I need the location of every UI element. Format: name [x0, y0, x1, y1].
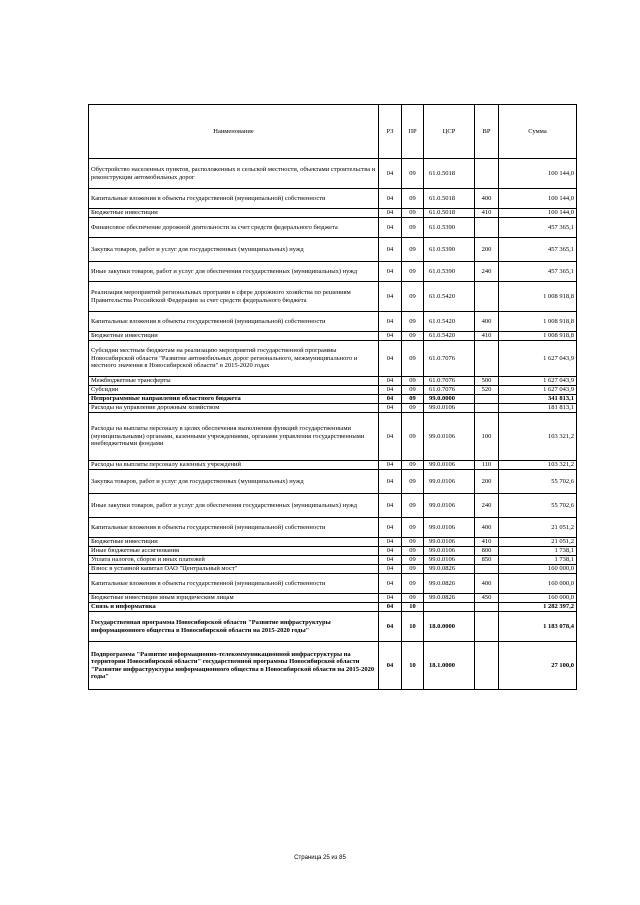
row-name: Связь и информатика — [89, 603, 379, 612]
row-rz: 04 — [379, 556, 402, 565]
row-csr: 61.0.5018 — [424, 189, 475, 209]
row-pr: 09 — [402, 189, 424, 209]
row-sum: 21 051,2 — [499, 538, 577, 547]
row-vr: 800 — [475, 547, 499, 556]
row-vr — [475, 603, 499, 612]
row-vr: 520 — [475, 386, 499, 395]
row-csr: 61.0.5390 — [424, 218, 475, 238]
page-number: Страница 25 из 85 — [294, 855, 346, 861]
row-vr: 200 — [475, 470, 499, 494]
row-vr: 240 — [475, 262, 499, 282]
row-sum: 160 000,0 — [499, 565, 577, 574]
row-sum: 1 738,1 — [499, 547, 577, 556]
row-name: Подпрограмма "Развитие информационно-телекоммуникационной инфраструктуры на территории Новосибирской области" государственной программы Новосибирской области "Развитие инфраструктуры информационного общества в Новосибирской области на 2015-2020 годы" — [89, 642, 379, 690]
row-pr: 09 — [402, 556, 424, 565]
row-rz: 04 — [379, 262, 402, 282]
row-rz: 04 — [379, 218, 402, 238]
table-row — [89, 594, 577, 603]
row-pr: 09 — [402, 461, 424, 470]
row-name: Финансовое обеспечение дорожной деятельности за счет средств федерального бюджета — [89, 218, 379, 238]
row-name: Иные закупки товаров, работ и услуг для обеспечения государственных (муниципальных) нужд — [89, 494, 379, 518]
row-vr: 410 — [475, 538, 499, 547]
row-sum: 27 100,0 — [499, 642, 577, 690]
row-name: Капитальные вложения в объекты государственной (муниципальной) собственности — [89, 312, 379, 332]
row-rz: 04 — [379, 642, 402, 690]
row-csr: 61.0.5420 — [424, 312, 475, 332]
row-sum: 1 627 043,9 — [499, 386, 577, 395]
row-sum: 160 000,0 — [499, 594, 577, 603]
row-rz: 04 — [379, 238, 402, 262]
row-pr: 09 — [402, 404, 424, 413]
header-rz: РЗ — [379, 105, 402, 159]
header-vr: ВР — [475, 105, 499, 159]
row-csr: 99.0.0106 — [424, 547, 475, 556]
row-sum: 457 365,1 — [499, 218, 577, 238]
row-name: Бюджетные инвестиции иным юридическим лицам — [89, 594, 379, 603]
row-vr: 850 — [475, 556, 499, 565]
row-vr — [475, 404, 499, 413]
row-rz: 04 — [379, 404, 402, 413]
row-rz: 04 — [379, 603, 402, 612]
table-header — [89, 105, 577, 159]
table-row — [89, 518, 577, 538]
table-row — [89, 470, 577, 494]
row-csr: 61.0.7076 — [424, 341, 475, 377]
row-csr: 99.0.0106 — [424, 494, 475, 518]
row-csr: 99.0.0106 — [424, 556, 475, 565]
row-pr: 09 — [402, 159, 424, 189]
row-vr: 400 — [475, 189, 499, 209]
table-row — [89, 159, 577, 189]
row-pr: 09 — [402, 547, 424, 556]
row-name: Капитальные вложения в объекты государственной (муниципальной) собственности — [89, 189, 379, 209]
row-rz: 04 — [379, 612, 402, 642]
row-sum: 21 051,2 — [499, 518, 577, 538]
row-name: Закупка товаров, работ и услуг для государственных (муниципальных) нужд — [89, 238, 379, 262]
row-sum: 457 365,1 — [499, 262, 577, 282]
row-rz: 04 — [379, 282, 402, 312]
row-name: Взнос в уставной капитал ОАО "Центральный мост" — [89, 565, 379, 574]
row-name: Уплата налогов, сборов и иных платежей — [89, 556, 379, 565]
row-csr: 99.0.0826 — [424, 594, 475, 603]
row-csr: 99.0.0106 — [424, 538, 475, 547]
row-rz: 04 — [379, 594, 402, 603]
table-row — [89, 312, 577, 332]
row-csr: 61.0.5018 — [424, 159, 475, 189]
table-row — [89, 377, 577, 386]
row-vr — [475, 612, 499, 642]
table-row — [89, 556, 577, 565]
row-pr: 09 — [402, 262, 424, 282]
header-sum: Сумма — [499, 105, 577, 159]
row-sum: 1 282 397,2 — [499, 603, 577, 612]
header-name: Наименование — [89, 105, 379, 159]
row-vr — [475, 395, 499, 404]
row-pr: 09 — [402, 386, 424, 395]
row-csr: 61.0.5420 — [424, 282, 475, 312]
table-row — [89, 494, 577, 518]
row-csr: 99.0.0106 — [424, 518, 475, 538]
row-pr: 09 — [402, 332, 424, 341]
row-vr — [475, 642, 499, 690]
row-csr: 99.0.0106 — [424, 470, 475, 494]
row-pr: 09 — [402, 395, 424, 404]
row-name: Расходы на выплаты персоналу казенных учреждений — [89, 461, 379, 470]
row-rz: 04 — [379, 413, 402, 461]
row-csr: 99.0.0106 — [424, 461, 475, 470]
row-vr: 450 — [475, 594, 499, 603]
row-name: Бюджетные инвестиции — [89, 332, 379, 341]
row-name: Расходы на управление дорожным хозяйством — [89, 404, 379, 413]
row-rz: 04 — [379, 574, 402, 594]
row-vr: 240 — [475, 494, 499, 518]
row-csr: 61.0.5018 — [424, 209, 475, 218]
row-pr: 09 — [402, 565, 424, 574]
row-name: Непрограммные направления областного бюджета — [89, 395, 379, 404]
table-row — [89, 189, 577, 209]
table-row — [89, 413, 577, 461]
row-vr: 400 — [475, 312, 499, 332]
row-rz: 04 — [379, 312, 402, 332]
row-name: Обустройство населенных пунктов, расположенных в сельской местности, объектами строительства и реконструкции автомобильных дорог — [89, 159, 379, 189]
row-csr: 61.0.7076 — [424, 377, 475, 386]
row-pr: 09 — [402, 574, 424, 594]
row-pr: 09 — [402, 341, 424, 377]
row-pr: 10 — [402, 612, 424, 642]
table-row — [89, 642, 577, 690]
row-name: Расходы на выплаты персоналу в целях обеспечения выполнения функций государственными (муниципальными) органами, казенными учреждениями, органами управления государственными внебюджетными фондами — [89, 413, 379, 461]
row-csr: 61.0.7076 — [424, 386, 475, 395]
row-sum: 1 008 918,8 — [499, 312, 577, 332]
row-csr: 99.0.0826 — [424, 574, 475, 594]
row-sum: 1 738,1 — [499, 556, 577, 565]
row-csr: 99.0.0000 — [424, 395, 475, 404]
row-rz: 04 — [379, 494, 402, 518]
row-rz: 04 — [379, 377, 402, 386]
row-name: Иные бюджетные ассигнования — [89, 547, 379, 556]
row-rz: 04 — [379, 518, 402, 538]
row-pr: 09 — [402, 209, 424, 218]
header-pr: ПР — [402, 105, 424, 159]
row-sum: 1 008 918,8 — [499, 332, 577, 341]
table-row — [89, 404, 577, 413]
row-name: Бюджетные инвестиции — [89, 209, 379, 218]
table-row — [89, 574, 577, 594]
table-row — [89, 612, 577, 642]
row-pr: 10 — [402, 603, 424, 612]
row-pr: 09 — [402, 470, 424, 494]
row-vr: 200 — [475, 238, 499, 262]
row-sum: 103 321,2 — [499, 413, 577, 461]
table-row — [89, 341, 577, 377]
row-rz: 04 — [379, 565, 402, 574]
row-sum: 103 321,2 — [499, 461, 577, 470]
row-rz: 04 — [379, 461, 402, 470]
row-sum: 181 813,1 — [499, 404, 577, 413]
row-name: Реализация мероприятий региональных программ в сфере дорожного хозяйства по решениям Правительства Российской Федерации за счет средств федерального бюджета — [89, 282, 379, 312]
row-sum: 100 144,0 — [499, 159, 577, 189]
row-sum: 341 813,1 — [499, 395, 577, 404]
table-row — [89, 218, 577, 238]
row-pr: 09 — [402, 413, 424, 461]
row-rz: 04 — [379, 547, 402, 556]
row-pr: 09 — [402, 594, 424, 603]
table-row — [89, 461, 577, 470]
row-vr — [475, 218, 499, 238]
row-sum: 1 183 078,4 — [499, 612, 577, 642]
row-vr: 410 — [475, 209, 499, 218]
row-sum: 100 144,0 — [499, 189, 577, 209]
row-pr: 09 — [402, 238, 424, 262]
row-pr: 09 — [402, 538, 424, 547]
table-row — [89, 262, 577, 282]
table-row — [89, 603, 577, 612]
table-row — [89, 395, 577, 404]
row-sum: 55 702,6 — [499, 470, 577, 494]
table-row — [89, 282, 577, 312]
table-row — [89, 538, 577, 547]
row-vr — [475, 159, 499, 189]
row-rz: 04 — [379, 538, 402, 547]
row-csr: 18.0.0000 — [424, 612, 475, 642]
row-rz: 04 — [379, 395, 402, 404]
row-pr: 09 — [402, 377, 424, 386]
header-csr: ЦСР — [424, 105, 475, 159]
row-name: Субсидии местным бюджетам на реализацию мероприятий государственной программы Новосибирской области "Развитие автомобильных дорог регионального, межмуниципального и местного значения в Новосибирской области" в 2015-2020 годах — [89, 341, 379, 377]
table-body — [89, 159, 577, 690]
row-vr: 500 — [475, 377, 499, 386]
row-pr: 09 — [402, 518, 424, 538]
table-row — [89, 565, 577, 574]
row-rz: 04 — [379, 189, 402, 209]
row-rz: 04 — [379, 209, 402, 218]
row-sum: 457 365,1 — [499, 238, 577, 262]
row-sum: 100 144,0 — [499, 209, 577, 218]
row-csr — [424, 603, 475, 612]
row-rz: 04 — [379, 332, 402, 341]
budget-table — [88, 104, 577, 690]
table-row — [89, 238, 577, 262]
row-name: Иные закупки товаров, работ и услуг для обеспечения государственных (муниципальных) нужд — [89, 262, 379, 282]
row-name: Капитальные вложения в объекты государственной (муниципальной) собственности — [89, 574, 379, 594]
row-name: Капитальные вложения в объекты государственной (муниципальной) собственности — [89, 518, 379, 538]
row-name: Межбюджетные трансферты — [89, 377, 379, 386]
row-vr — [475, 341, 499, 377]
row-pr: 10 — [402, 642, 424, 690]
row-vr: 400 — [475, 574, 499, 594]
table-row — [89, 386, 577, 395]
row-csr: 61.0.5420 — [424, 332, 475, 341]
row-csr: 61.0.5390 — [424, 262, 475, 282]
row-vr: 400 — [475, 518, 499, 538]
row-pr: 09 — [402, 494, 424, 518]
row-csr: 18.1.0000 — [424, 642, 475, 690]
row-sum: 160 000,0 — [499, 574, 577, 594]
row-sum: 55 702,6 — [499, 494, 577, 518]
row-pr: 09 — [402, 312, 424, 332]
table-row — [89, 547, 577, 556]
row-rz: 04 — [379, 341, 402, 377]
row-rz: 04 — [379, 386, 402, 395]
row-rz: 04 — [379, 159, 402, 189]
row-vr — [475, 282, 499, 312]
table-row — [89, 209, 577, 218]
row-pr: 09 — [402, 218, 424, 238]
row-sum: 1 008 918,8 — [499, 282, 577, 312]
row-csr: 99.0.0826 — [424, 565, 475, 574]
table-row — [89, 332, 577, 341]
row-name: Бюджетные инвестиции — [89, 538, 379, 547]
row-csr: 99.0.0106 — [424, 413, 475, 461]
row-csr: 99.0.0106 — [424, 404, 475, 413]
row-sum: 1 627 043,9 — [499, 377, 577, 386]
row-vr: 100 — [475, 413, 499, 461]
row-sum: 1 627 043,9 — [499, 341, 577, 377]
row-vr: 110 — [475, 461, 499, 470]
row-name: Субсидии — [89, 386, 379, 395]
row-vr: 410 — [475, 332, 499, 341]
row-name: Государственная программа Новосибирской области "Развитие инфраструктуры информационного общества в Новосибирской области на 2015-2020 годы" — [89, 612, 379, 642]
row-pr: 09 — [402, 282, 424, 312]
row-name: Закупка товаров, работ и услуг для государственных (муниципальных) нужд — [89, 470, 379, 494]
row-csr: 61.0.5390 — [424, 238, 475, 262]
row-rz: 04 — [379, 470, 402, 494]
row-vr — [475, 565, 499, 574]
